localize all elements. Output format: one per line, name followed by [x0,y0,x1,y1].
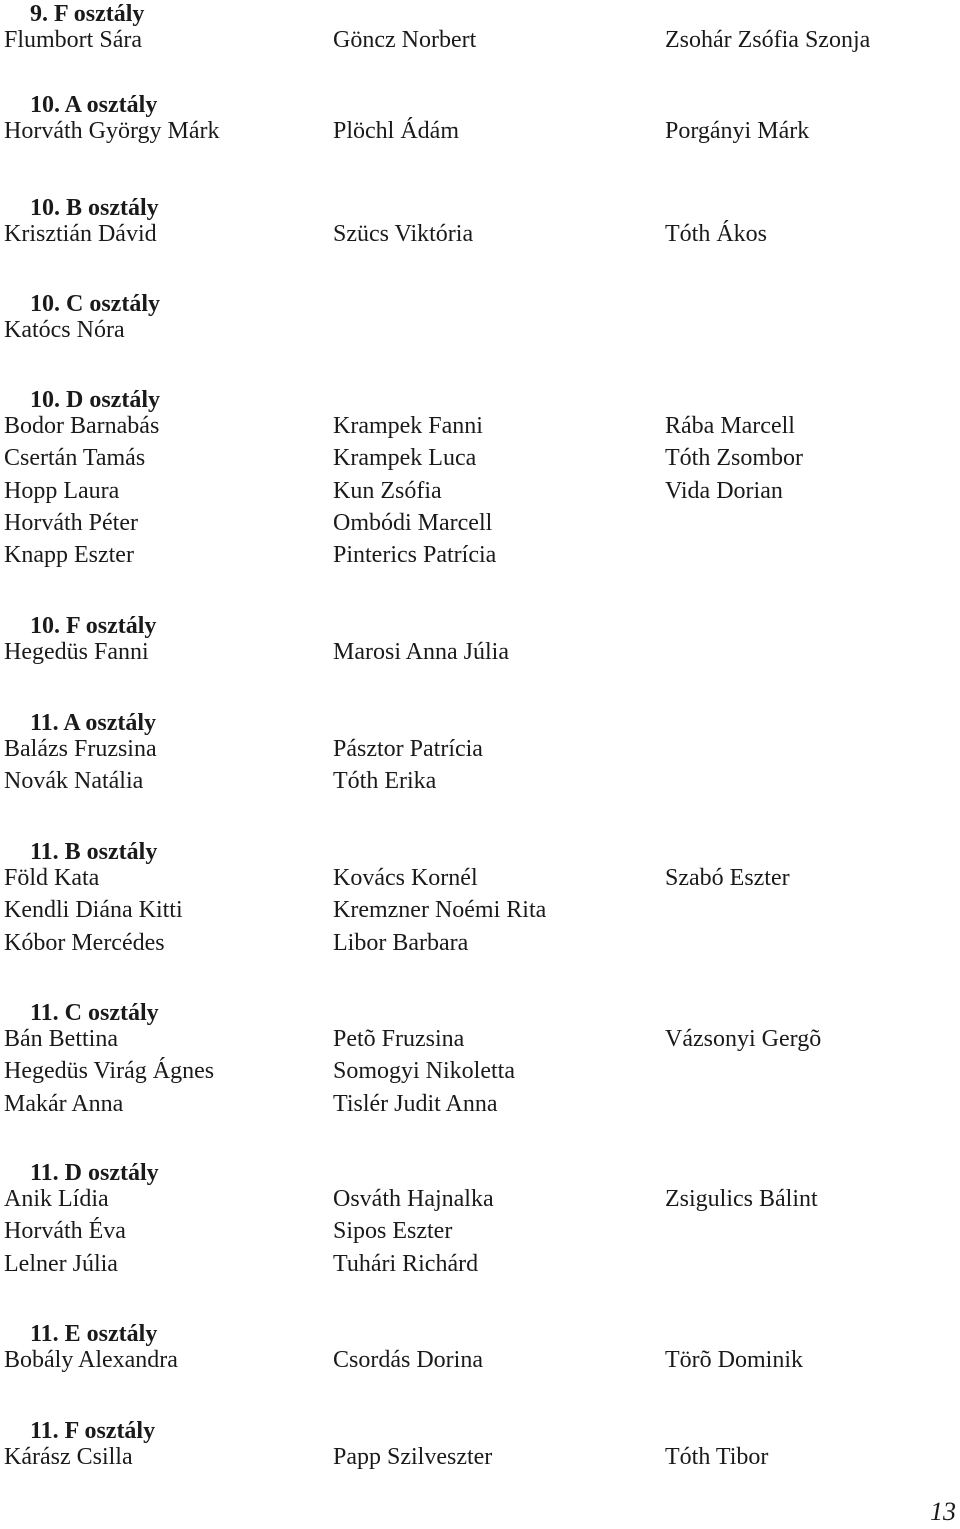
class-heading: 11. F osztály [30,1418,156,1444]
student-name: Törõ Dominik [665,1347,803,1373]
student-name: Hopp Laura [4,477,120,504]
student-name: Tóth Erika [333,768,437,795]
student-name: Katócs Nóra [4,317,125,343]
student-name: Sipos Eszter [333,1218,453,1245]
student-name: Knapp Eszter [4,542,134,569]
class-heading: 10. F osztály [30,613,157,639]
student-name: Vida Dorian [665,477,783,504]
student-name: Hegedüs Virág Ágnes [4,1058,215,1085]
student-name: Balázs Fruzsina [4,736,157,762]
student-name: Tuhári Richárd [333,1250,479,1277]
student-row [0,927,960,959]
student-row [0,733,960,765]
student-name: Flumbort Sára [4,27,142,53]
class-heading: 9. F osztály [30,1,145,27]
student-row [0,894,960,926]
student-name: Rába Marcell [665,413,795,439]
student-name: Makár Anna [4,1090,124,1117]
class-heading: 10. B osztály [30,195,159,221]
class-heading: 10. A osztály [30,92,158,118]
student-name: Porgányi Márk [665,118,810,144]
student-name: Ombódi Marcell [333,509,493,536]
student-row [0,115,960,147]
student-name: Kendli Diána Kitti [4,897,183,924]
student-name: Horváth Éva [4,1218,126,1245]
student-row [0,1055,960,1087]
student-name: Kremzner Noémi Rita [333,897,547,924]
student-name: Hegedüs Fanni [4,639,149,665]
class-heading: 11. B osztály [30,839,158,865]
student-row [0,1215,960,1247]
student-name: Pásztor Patrícia [333,736,483,762]
student-name: Bodor Barnabás [4,413,160,439]
student-row [0,862,960,894]
student-name: Zsohár Zsófia Szonja [665,27,871,53]
student-row [0,1248,960,1280]
page-number: 13 [930,1497,956,1526]
student-name: Bán Bettina [4,1026,118,1052]
student-row [0,314,960,346]
student-row [0,24,960,56]
student-row [0,1441,960,1473]
student-name: Föld Kata [4,865,100,891]
student-name: Szücs Viktória [333,221,474,247]
student-name: Tislér Judit Anna [333,1090,498,1117]
student-name: Tóth Ákos [665,221,767,247]
student-name: Krampek Luca [333,445,477,472]
student-name: Krisztián Dávid [4,221,157,247]
student-row [0,539,960,571]
student-row [0,1088,960,1120]
student-name: Tóth Zsombor [665,445,803,472]
student-name: Csordás Dorina [333,1347,483,1373]
student-row [0,1183,960,1215]
student-name: Marosi Anna Júlia [333,639,509,665]
class-heading: 11. E osztály [30,1321,158,1347]
student-name: Novák Natália [4,768,144,795]
class-heading: 11. C osztály [30,1000,159,1026]
student-name: Bobály Alexandra [4,1347,178,1373]
student-name: Kárász Csilla [4,1444,133,1470]
student-name: Libor Barbara [333,929,469,956]
student-name: Horváth György Márk [4,118,220,144]
class-heading: 11. D osztály [30,1160,159,1186]
student-name: Horváth Péter [4,509,138,536]
student-name: Zsigulics Bálint [665,1186,818,1212]
student-row [0,218,960,250]
class-heading: 10. C osztály [30,291,160,317]
student-row [0,410,960,442]
student-name: Papp Szilveszter [333,1444,493,1470]
student-name: Plöchl Ádám [333,118,459,144]
student-name: Tóth Tibor [665,1444,769,1470]
student-row [0,765,960,797]
student-name: Petõ Fruzsina [333,1026,465,1052]
class-heading: 10. D osztály [30,387,160,413]
student-row [0,1023,960,1055]
student-name: Lelner Júlia [4,1250,118,1277]
student-name: Osváth Hajnalka [333,1186,494,1212]
student-name: Kovács Kornél [333,865,478,891]
student-row [0,636,960,668]
class-heading: 11. A osztály [30,710,157,736]
student-name: Vázsonyi Gergõ [665,1026,822,1052]
student-name: Kóbor Mercédes [4,929,165,956]
student-name: Somogyi Nikoletta [333,1058,515,1085]
student-name: Krampek Fanni [333,413,483,439]
student-name: Kun Zsófia [333,477,442,504]
student-name: Göncz Norbert [333,27,477,53]
student-name: Szabó Eszter [665,865,790,891]
student-row [0,1344,960,1376]
student-name: Csertán Tamás [4,445,146,472]
student-name: Pinterics Patrícia [333,542,497,569]
student-name: Anik Lídia [4,1186,109,1212]
student-row [0,507,960,539]
student-row [0,475,960,507]
student-row [0,442,960,474]
